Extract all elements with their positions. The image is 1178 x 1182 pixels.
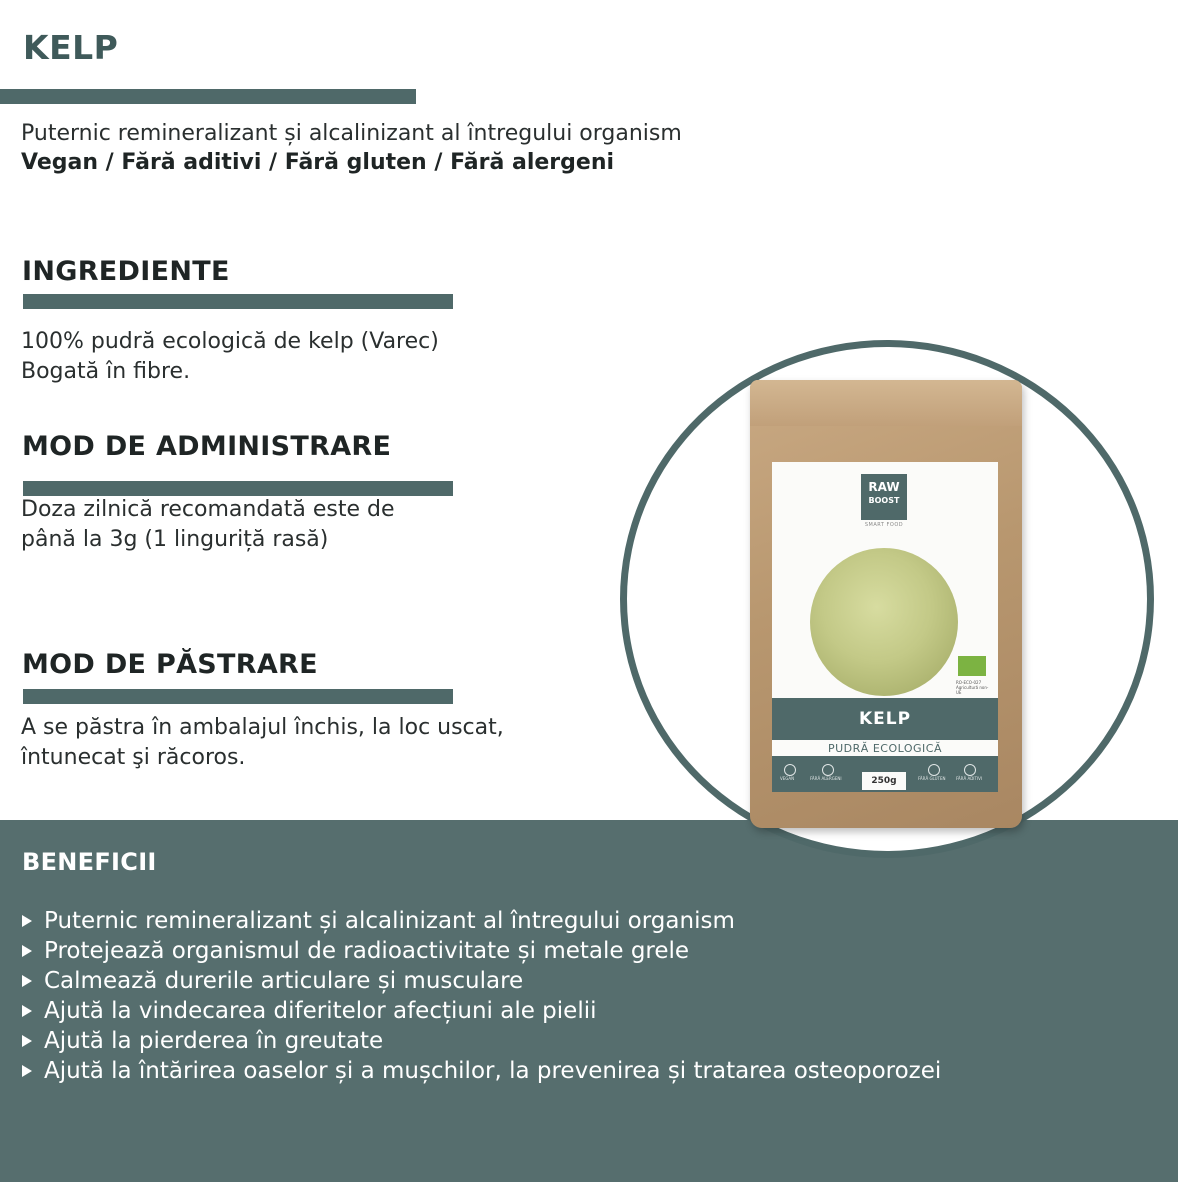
vegan-heart-icon	[784, 764, 796, 776]
storage-heading: MOD DE PĂSTRARE	[22, 649, 318, 680]
benefits-list	[22, 906, 941, 1086]
eu-organic-text: RO-ECO-027 Agricultură non-UE	[956, 680, 989, 695]
title-underline	[0, 89, 416, 104]
benefit-item: Ajută la întărirea oaselor și a mușchilor, la prevenirea și tratarea osteoporozei	[22, 1056, 941, 1086]
product-weight: 250g	[862, 772, 906, 790]
administration-text	[21, 495, 395, 555]
icon-caption-gluten: FĂRĂ GLUTEN	[918, 776, 946, 781]
benefits-heading: BENEFICII	[22, 848, 157, 876]
ingredients-line-1: 100% pudră ecologică de kelp (Varec)	[21, 329, 439, 354]
ingredients-underline	[23, 294, 453, 309]
storage-line-2: întunecat şi răcoros.	[21, 745, 246, 770]
no-allergen-icon	[822, 764, 834, 776]
pouch-zipper	[750, 380, 1022, 426]
bullet-triangle-icon	[22, 1035, 32, 1047]
ingredients-text	[21, 327, 439, 387]
administration-underline	[23, 481, 453, 496]
icon-caption-vegan: VEGAN	[780, 776, 795, 781]
ingredients-line-2: Bogată în fibre.	[21, 359, 191, 384]
administration-heading: MOD DE ADMINISTRARE	[22, 431, 392, 462]
page-title: KELP	[23, 28, 119, 67]
powder-image	[810, 548, 958, 696]
benefit-item: Ajută la vindecarea diferitelor afecțiuni ale pielii	[22, 996, 941, 1026]
no-additives-icon	[964, 764, 976, 776]
storage-underline	[23, 689, 453, 704]
benefit-item: Puternic remineralizant și alcalinizant al întregului organism	[22, 906, 941, 936]
product-type: PUDRĂ ECOLOGICĂ	[828, 742, 942, 755]
brand-logo: RAW BOOST	[861, 474, 907, 520]
storage-line-1: A se păstra în ambalajul închis, la loc uscat,	[21, 715, 504, 740]
product-name-band: KELP	[772, 698, 998, 740]
brand-tagline: SMART FOOD	[864, 522, 904, 528]
diet-tags: Vegan / Fără aditivi / Fără gluten / Fără alergeni	[21, 150, 615, 175]
bullet-triangle-icon	[22, 1005, 32, 1017]
ingredients-heading: INGREDIENTE	[22, 256, 230, 287]
bullet-triangle-icon	[22, 975, 32, 987]
bullet-triangle-icon	[22, 1065, 32, 1077]
benefit-item: Protejează organismul de radioactivitate și metale grele	[22, 936, 941, 966]
bullet-triangle-icon	[22, 945, 32, 957]
subtitle: Puternic remineralizant și alcalinizant al întregului organism	[21, 121, 682, 146]
icon-caption-allergens: FĂRĂ ALERGENI	[810, 776, 842, 781]
administration-line-1: Doza zilnică recomandată este de	[21, 497, 395, 522]
gluten-free-icon	[928, 764, 940, 776]
eu-organic-leaf-icon	[958, 656, 986, 676]
icon-caption-additives: FĂRĂ ADITIVI	[956, 776, 982, 781]
benefit-item: Ajută la pierderea în greutate	[22, 1026, 941, 1056]
storage-text	[21, 713, 504, 773]
bullet-triangle-icon	[22, 915, 32, 927]
benefit-item: Calmează durerile articulare și musculare	[22, 966, 941, 996]
administration-line-2: până la 3g (1 linguriță rasă)	[21, 527, 329, 552]
